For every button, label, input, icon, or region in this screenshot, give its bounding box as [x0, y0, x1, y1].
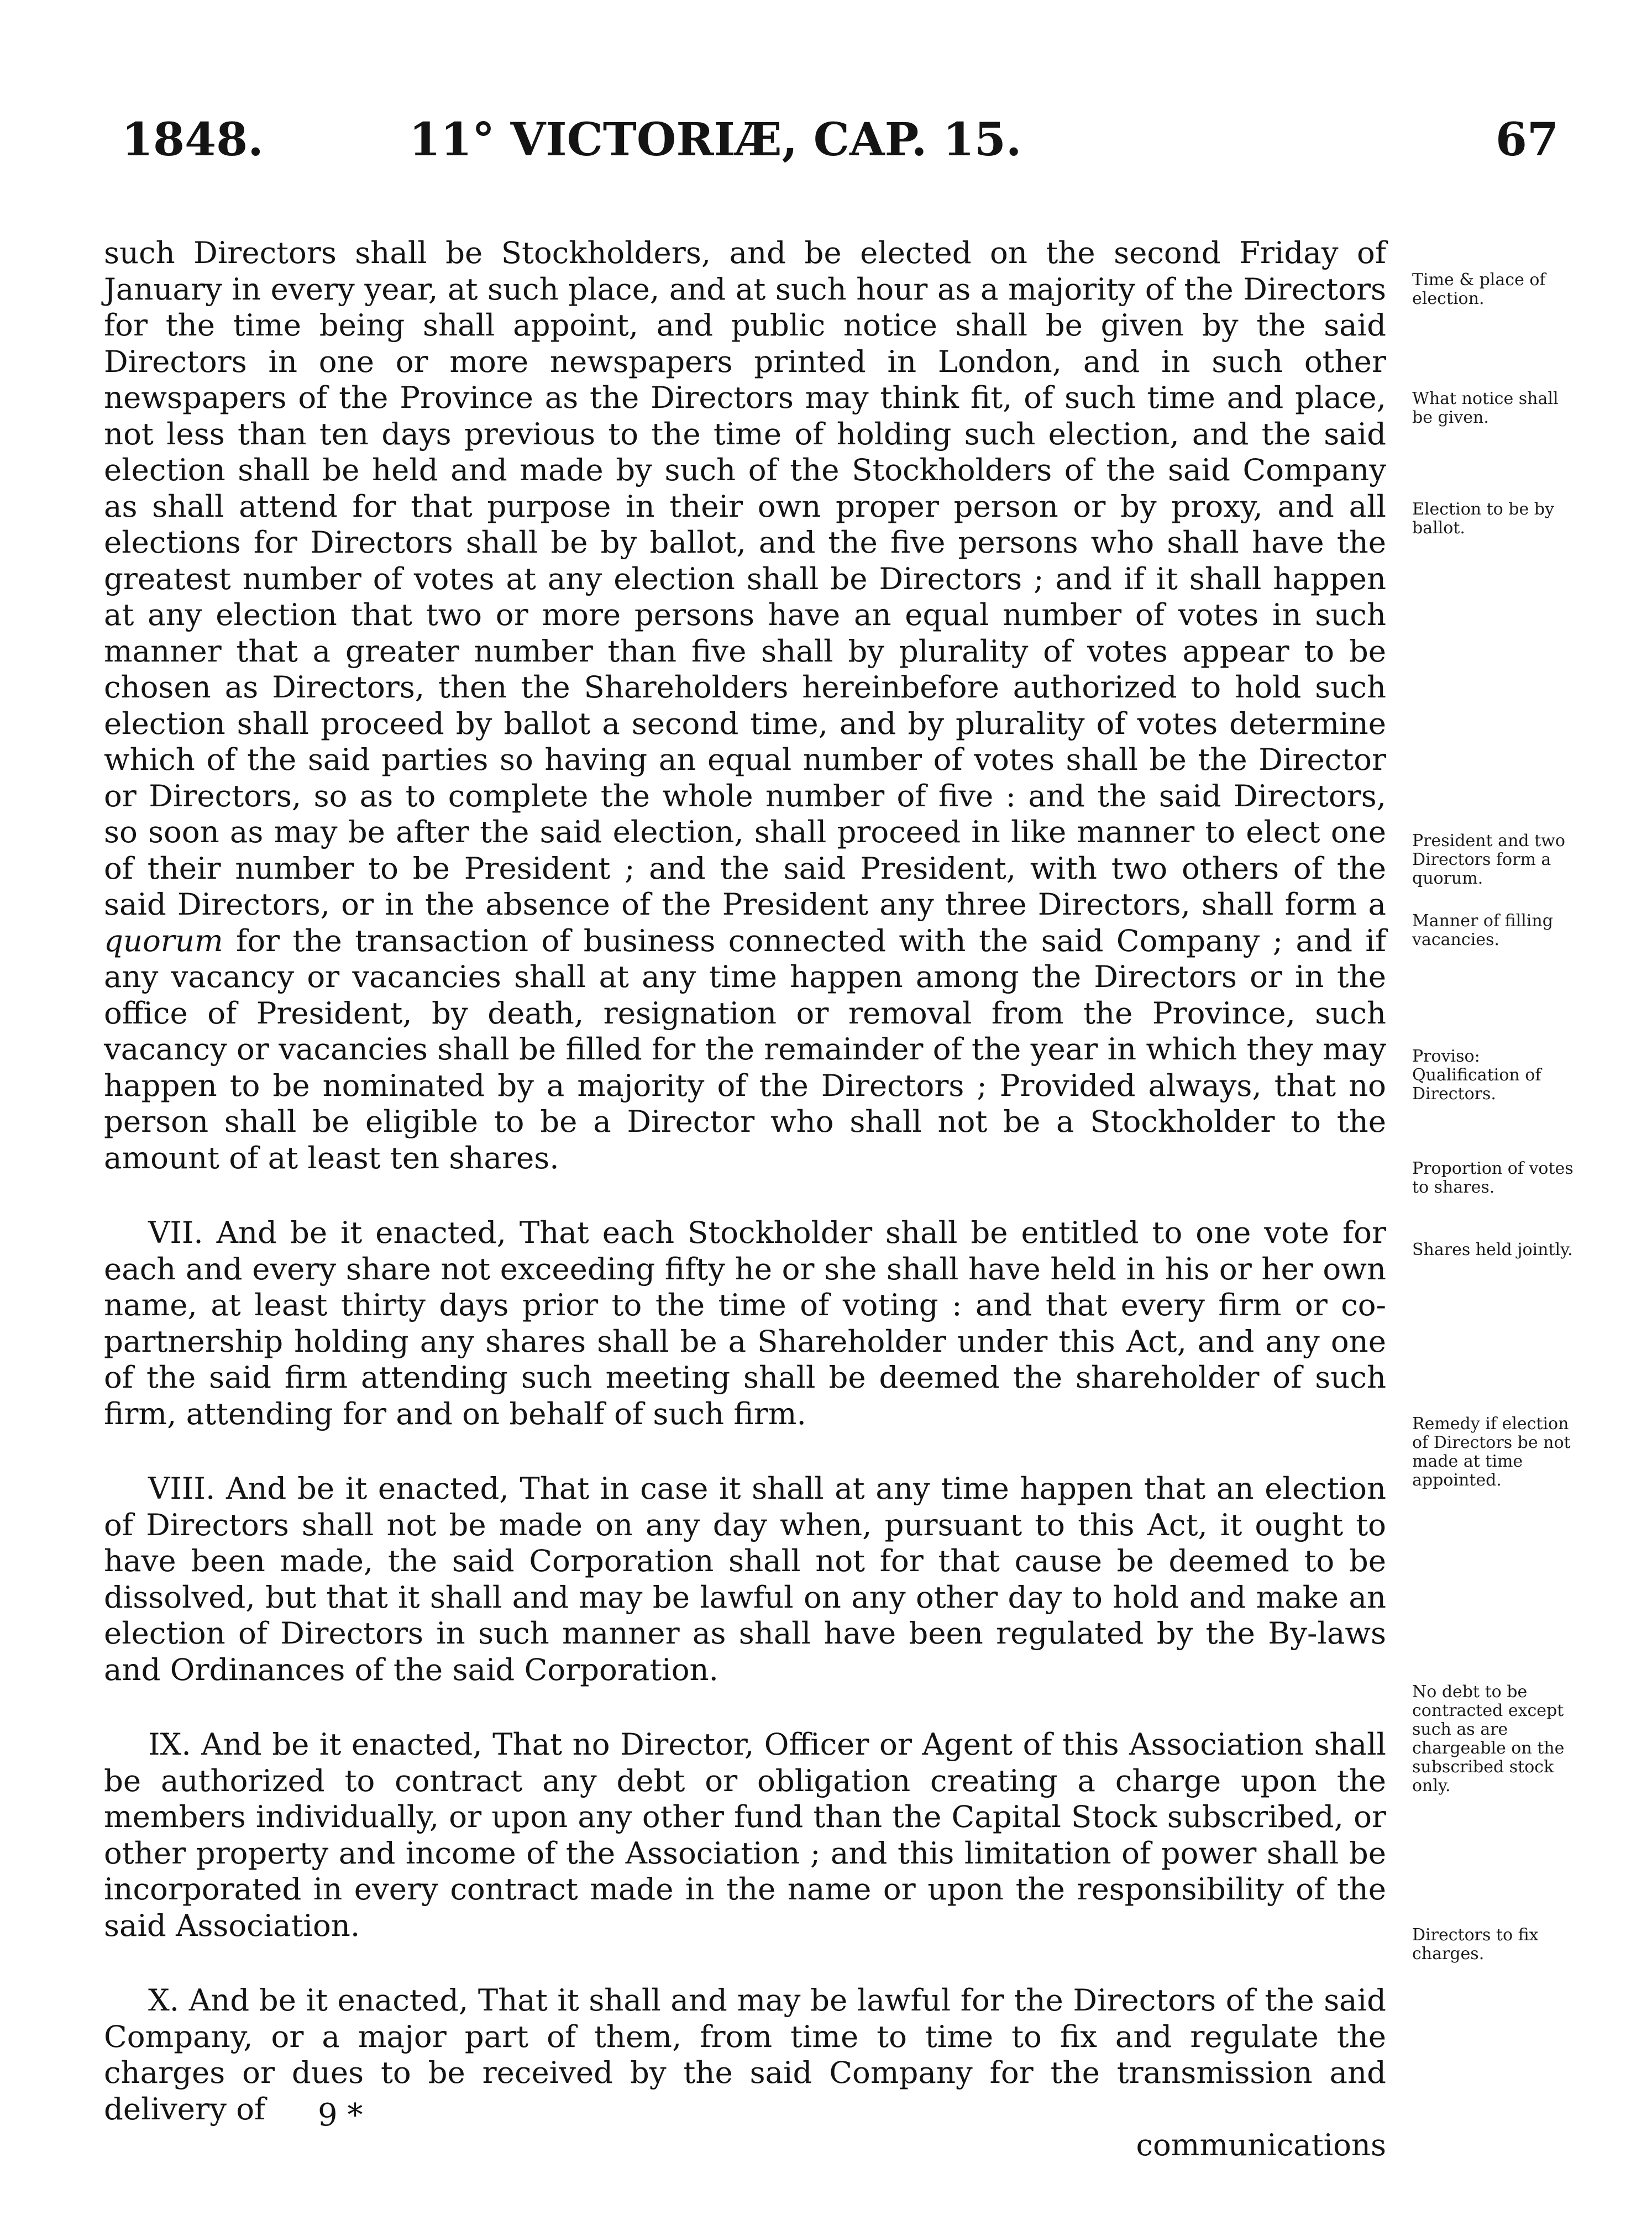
margin-note-no-debt: No debt to be contracted except such as are chargeable on the subscribed stock only. — [1412, 1682, 1565, 1796]
margin-note-ballot: Election to be by ballot. — [1412, 500, 1554, 538]
catchword: communications — [1136, 2127, 1386, 2162]
header-page-number: 67 — [1495, 113, 1559, 166]
margin-note-charges: Directors to fix charges. — [1412, 1925, 1539, 1964]
header-title: 11° VICTORIÆ, CAP. 15. — [409, 113, 1022, 166]
section-viii: VIII. And be it enacted, That in case it shall at any time happen that an election of Directors shall not be made on any day when, pursuant to this Act, it ought to have been made, the said Corporation shall not for that cause be deemed to be dissolved, but that it shall and may be lawful on any other day to hold and make an election of Directors in such manner as shall have been regulated by the By-laws and Ordinances of the said Corporation. — [104, 1471, 1386, 1687]
quorum-italic: quorum — [104, 922, 223, 958]
signature-mark: 9 * — [318, 2097, 363, 2133]
section-ix: IX. And be it enacted, That no Director, Officer or Agent of this Association shall be authorized to contract any debt or obligation creating a charge upon the members individually, or upon any other fund than the Capital Stock subscribed, or other property and income of the Association ; and this limitation of power shall be incorporated in every contract made in the name or upon the responsibility of the said Association. — [104, 1726, 1386, 1943]
paragraph-directors-election — [104, 235, 1386, 1176]
margin-note-jointly: Shares held jointly. — [1412, 1240, 1573, 1259]
margin-note-remedy: Remedy if election of Directors be not made at time appointed. — [1412, 1414, 1571, 1490]
margin-note-proviso: Proviso: Qualification of Directors. — [1412, 1047, 1541, 1104]
margin-note-votes: Proportion of votes to shares. — [1412, 1159, 1574, 1197]
paragraph-text: such Directors shall be Stockholders, and be elected on the second Friday of January in every year, at such place, and at such hour as a majority of the Directors for the time being shall appoint, and public notice shall be given by the said Directors in one or more newspapers printed in London, and in such other newspapers of the Province as the Directors may think fit, of such time and place, not less than ten days previous to the time of holding such election, and the said election shall be held and made by such of the Stockholders of the said Company as shall attend for that purpose in their own proper person or by proxy, and all elections for Directors shall be by ballot, and the five persons who shall have the greatest number of votes at any election shall be Directors ; and if it shall happen at any election that two or more persons have an equal number of votes in such manner that a greater number than five shall by plurality of votes appear to be chosen as Directors, then the Shareholders hereinbefore authorized to hold such election shall proceed by ballot a second time, and by plurality of votes determine which of the said parties so having an equal number of votes shall be the Director or Directors, so as to complete the whole number of five : and the said Directors, so soon as may be after the said election, shall proceed in like manner to elect one of their number to be President ; and the said President, with two others of the said Directors, or in the absence of the President any three Directors, shall form a — [104, 235, 1386, 922]
header-year: 1848. — [122, 113, 264, 166]
margin-note-quorum: President and two Directors form a quorum. — [1412, 831, 1565, 888]
margin-note-time-place: Time & place of election. — [1412, 270, 1546, 308]
paragraph-text-continued: for the transaction of business connected with the said Company ; and if any vacancy or vacancies shall at any time happen among the Directors or in the office of President, by death, resignation or removal from the Province, such vacancy or vacancies shall be filled for the remainder of the year in which they may happen to be nominated by a majority of the Directors ; Provided always, that no person shall be eligible to be a Director who shall not be a Stockholder to the amount of at least ten shares. — [104, 922, 1386, 1175]
section-vii: VII. And be it enacted, That each Stockholder shall be entitled to one vote for each and every share not exceeding fifty he or she shall have held in his or her own name, at least thirty days prior to the time of voting : and that every firm or co-partnership holding any shares shall be a Shareholder under this Act, and any one of the said firm attending such meeting shall be deemed the shareholder of such firm, attending for and on behalf of such firm. — [104, 1215, 1386, 1431]
margin-note-notice: What notice shall be given. — [1412, 389, 1559, 427]
page-header — [122, 113, 1559, 180]
section-x: X. And be it enacted, That it shall and may be lawful for the Directors of the said Company, or a major part of them, from time to time to fix and regulate the charges or dues to be received by the said Company for the transmission and delivery of — [104, 1982, 1386, 2127]
statute-text — [104, 235, 1386, 2164]
margin-note-vacancies: Manner of filling vacancies. — [1412, 911, 1553, 949]
